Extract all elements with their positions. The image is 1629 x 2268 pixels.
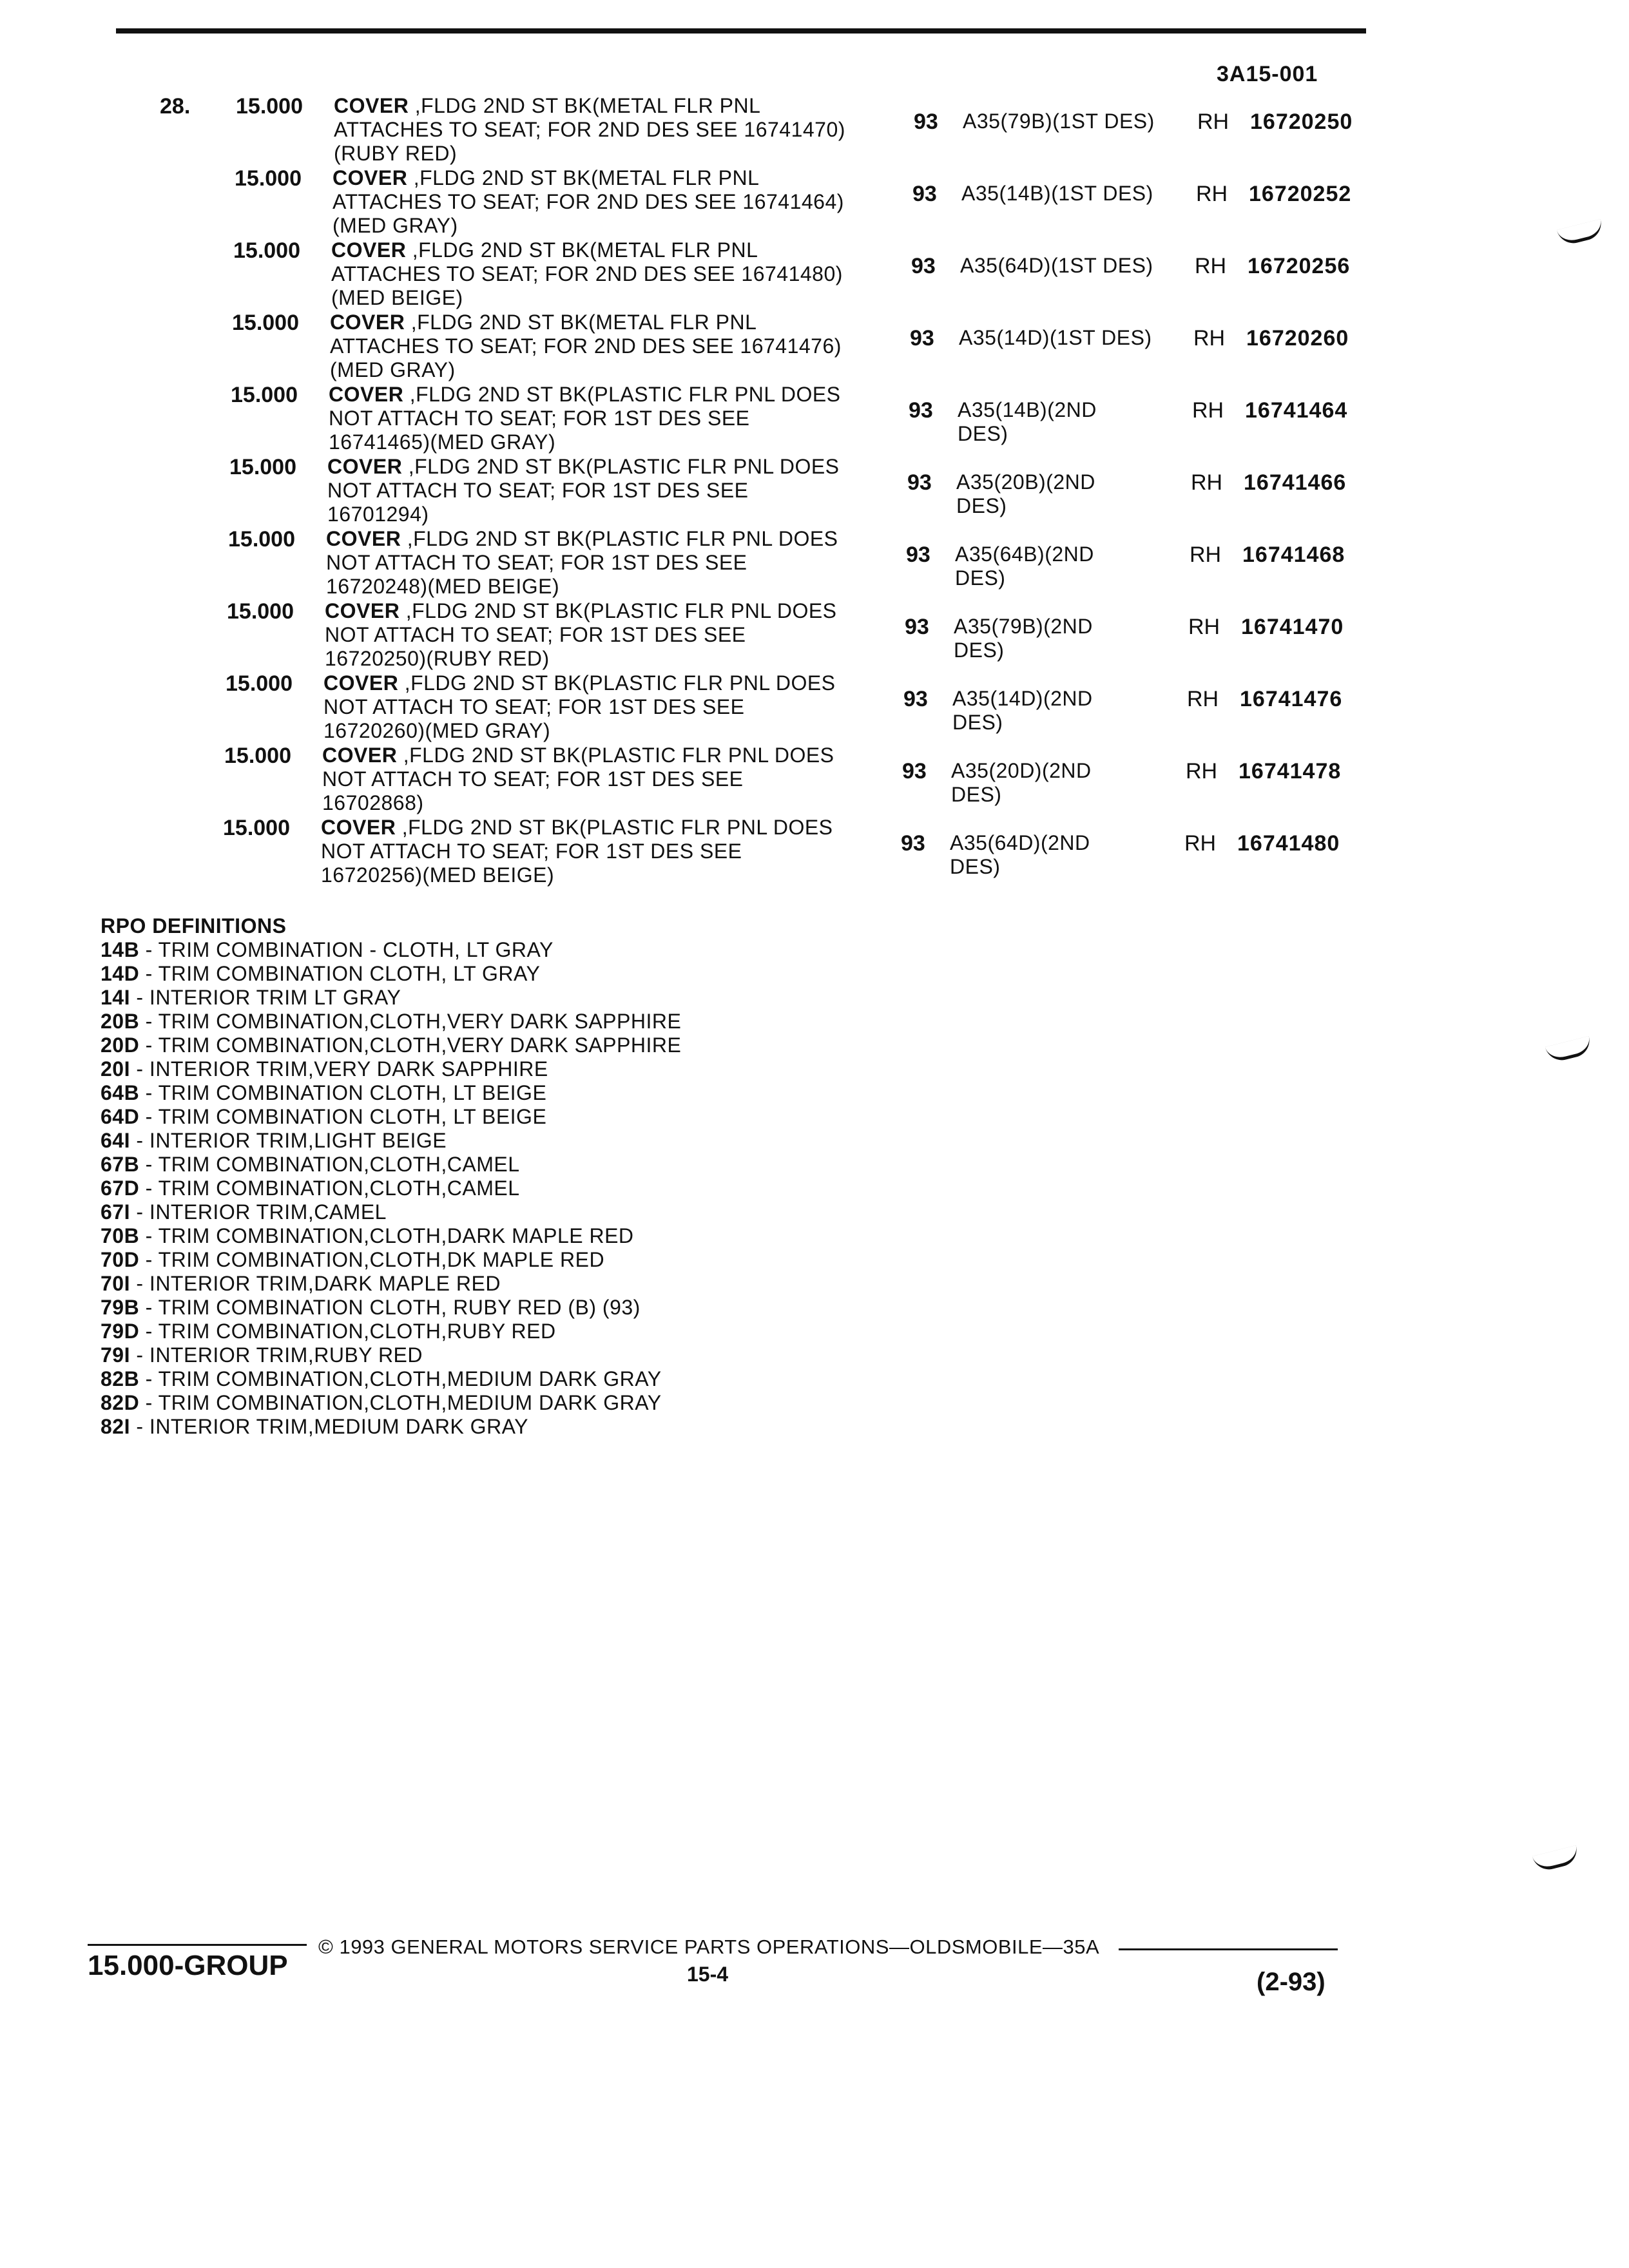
- part-description-text: ,FLDG 2ND ST BK(PLASTIC FLR PNL DOES NOT ATTACH TO SEAT; FOR 1ST DES SEE 16720260)(MED GRAY): [323, 671, 836, 742]
- rpo-item: [101, 1272, 681, 1296]
- part-number: 16720250: [1250, 110, 1353, 134]
- part-description-text: ,FLDG 2ND ST BK(PLASTIC FLR PNL DOES NOT ATTACH TO SEAT; FOR 1ST DES SEE 16741465)(MED GRAY): [329, 383, 841, 454]
- group-number: 15.000: [231, 383, 298, 407]
- part-description: [331, 238, 847, 310]
- part-description-text: ,FLDG 2ND ST BK(PLASTIC FLR PNL DOES NOT ATTACH TO SEAT; FOR 1ST DES SEE 16720248)(MED BEIGE): [326, 527, 838, 598]
- part-name: COVER: [322, 744, 398, 767]
- rpo-item: [101, 1177, 681, 1200]
- rpo-text: - TRIM COMBINATION,CLOTH,MEDIUM DARK GRAY: [139, 1391, 662, 1414]
- parts-list: [0, 94, 1629, 888]
- rpo-item: [101, 962, 681, 986]
- rpo-definitions: [101, 914, 681, 1439]
- part-name: COVER: [330, 311, 405, 334]
- group-number: 15.000: [228, 527, 295, 552]
- tick-mark: [1545, 1036, 1593, 1064]
- model-year: 93: [905, 615, 929, 639]
- parts-entry: [0, 455, 1629, 527]
- rpo-text: - INTERIOR TRIM,RUBY RED: [130, 1343, 423, 1367]
- rpo-code: 79D: [101, 1320, 140, 1343]
- rpo-text: - INTERIOR TRIM,CAMEL: [130, 1200, 387, 1224]
- model-code: A35(14B)(2ND DES): [958, 398, 1097, 445]
- rpo-text: - TRIM COMBINATION,CLOTH,CAMEL: [139, 1153, 520, 1176]
- part-description: [329, 383, 844, 454]
- part-number: 16720256: [1248, 254, 1351, 278]
- part-description-text: ,FLDG 2ND ST BK(METAL FLR PNL ATTACHES TO SEAT; FOR 2ND DES SEE 16741470)(RUBY RED): [334, 94, 845, 165]
- rpo-code: 14I: [101, 986, 130, 1009]
- parts-entry: [0, 238, 1629, 311]
- model-code: A35(79B)(1ST DES): [963, 110, 1155, 133]
- copyright-notice: © 1993 GENERAL MOTORS SERVICE PARTS OPERATIONS—OLDSMOBILE—35A: [318, 1936, 1100, 1958]
- rpo-code: 67B: [101, 1153, 140, 1176]
- parts-entry: [0, 94, 1629, 166]
- rpo-item: [101, 986, 681, 1010]
- group-number: 15.000: [233, 238, 300, 263]
- rpo-code: 67D: [101, 1177, 140, 1200]
- rpo-text: - TRIM COMBINATION,CLOTH,MEDIUM DARK GRAY: [139, 1367, 662, 1390]
- model-year: 93: [911, 254, 936, 278]
- parts-entry: [0, 816, 1629, 888]
- rpo-text: - TRIM COMBINATION CLOTH, LT BEIGE: [139, 1105, 547, 1128]
- rpo-item: [101, 1010, 681, 1033]
- group-number: 15.000: [227, 599, 294, 624]
- rpo-code: 79I: [101, 1343, 130, 1367]
- rpo-title: RPO DEFINITIONS: [101, 914, 287, 937]
- side-code: RH: [1184, 831, 1217, 856]
- side-code: RH: [1192, 398, 1224, 423]
- rpo-code: 14B: [101, 938, 140, 961]
- group-number: 15.000: [226, 671, 293, 696]
- footer-rule: [88, 1944, 307, 1946]
- parts-entry: [0, 671, 1629, 744]
- rpo-text: - TRIM COMBINATION,CLOTH,DARK MAPLE RED: [139, 1224, 634, 1247]
- rpo-item: [101, 1296, 681, 1320]
- group-number: 15.000: [223, 816, 290, 840]
- parts-entry: [0, 383, 1629, 455]
- rpo-item: [101, 938, 681, 962]
- group-number: 15.000: [224, 744, 291, 768]
- part-number: 16720252: [1249, 182, 1352, 206]
- reference-number: 28.: [160, 94, 191, 119]
- rpo-code: 64I: [101, 1129, 130, 1152]
- rpo-item: [101, 1129, 681, 1153]
- model-year: 93: [912, 182, 937, 206]
- rpo-text: - INTERIOR TRIM,VERY DARK SAPPHIRE: [130, 1057, 548, 1081]
- part-description-text: ,FLDG 2ND ST BK(PLASTIC FLR PNL DOES NOT ATTACH TO SEAT; FOR 1ST DES SEE 16702868): [322, 744, 834, 814]
- part-description: [322, 744, 838, 815]
- rpo-text: - TRIM COMBINATION,CLOTH,RUBY RED: [139, 1320, 556, 1343]
- group-number: 15.000: [236, 94, 303, 119]
- part-number: 16741470: [1241, 615, 1344, 639]
- rpo-code: 20I: [101, 1057, 130, 1081]
- part-name: COVER: [321, 816, 396, 839]
- model-code: A35(14D)(2ND DES): [952, 687, 1093, 734]
- part-number: 16741466: [1244, 470, 1347, 495]
- part-description: [321, 816, 836, 887]
- rpo-text: - INTERIOR TRIM,LIGHT BEIGE: [130, 1129, 447, 1152]
- rpo-item: [101, 1367, 681, 1391]
- rpo-text: - TRIM COMBINATION,CLOTH,CAMEL: [139, 1177, 520, 1200]
- model-year: 93: [910, 326, 934, 351]
- rpo-item: [101, 1033, 681, 1057]
- part-description: [326, 527, 842, 599]
- rpo-item: [101, 1105, 681, 1129]
- rpo-code: 79B: [101, 1296, 140, 1319]
- part-name: COVER: [327, 455, 403, 478]
- model-year: 93: [902, 759, 927, 783]
- side-code: RH: [1186, 759, 1218, 783]
- part-description: [325, 599, 840, 671]
- side-code: RH: [1191, 470, 1223, 495]
- part-number: 16720260: [1246, 326, 1349, 351]
- rpo-item: [101, 1153, 681, 1177]
- rpo-code: 82D: [101, 1391, 140, 1414]
- model-code: A35(14D)(1ST DES): [959, 326, 1152, 349]
- rpo-item: [101, 1224, 681, 1248]
- parts-entry: [0, 527, 1629, 599]
- rpo-text: - TRIM COMBINATION,CLOTH,VERY DARK SAPPHIRE: [139, 1033, 682, 1057]
- group-label: 15.000-GROUP: [88, 1950, 288, 1981]
- parts-entry: [0, 166, 1629, 238]
- model-year: 93: [909, 398, 933, 423]
- part-number: 16741476: [1240, 687, 1343, 711]
- parts-entry: [0, 744, 1629, 816]
- rpo-text: - TRIM COMBINATION CLOTH, LT BEIGE: [139, 1081, 547, 1104]
- model-year: 93: [914, 110, 938, 134]
- rpo-code: 67I: [101, 1200, 130, 1224]
- revision-date: (2-93): [1257, 1968, 1325, 1996]
- part-description-text: ,FLDG 2ND ST BK(METAL FLR PNL ATTACHES TO SEAT; FOR 2ND DES SEE 16741464)(MED GRAY): [333, 166, 844, 237]
- side-code: RH: [1197, 110, 1229, 134]
- part-number: 16741464: [1245, 398, 1348, 423]
- part-description: [323, 671, 839, 743]
- rpo-item: [101, 1248, 681, 1272]
- rpo-text: - TRIM COMBINATION CLOTH, LT GRAY: [139, 962, 541, 985]
- part-name: COVER: [333, 166, 408, 189]
- rpo-code: 82B: [101, 1367, 140, 1390]
- tick-mark: [1532, 1845, 1580, 1873]
- part-name: COVER: [329, 383, 404, 406]
- rpo-code: 70I: [101, 1272, 130, 1295]
- rpo-item: [101, 1320, 681, 1343]
- footer-rule: [1119, 1948, 1338, 1950]
- side-code: RH: [1188, 615, 1220, 639]
- part-name: COVER: [326, 527, 401, 550]
- part-description-text: ,FLDG 2ND ST BK(PLASTIC FLR PNL DOES NOT ATTACH TO SEAT; FOR 1ST DES SEE 16720250)(RUBY RED): [325, 599, 837, 670]
- rpo-code: 14D: [101, 962, 140, 985]
- rpo-text: - TRIM COMBINATION CLOTH, RUBY RED (B) (93): [139, 1296, 641, 1319]
- part-number: 16741468: [1242, 543, 1345, 567]
- rpo-code: 70B: [101, 1224, 140, 1247]
- rpo-item: [101, 1391, 681, 1415]
- rpo-code: 64D: [101, 1105, 140, 1128]
- rpo-item: [101, 1200, 681, 1224]
- model-year: 93: [907, 470, 932, 495]
- rpo-item: [101, 1057, 681, 1081]
- model-year: 93: [901, 831, 925, 856]
- part-number: 16741478: [1239, 759, 1342, 783]
- rpo-text: - INTERIOR TRIM LT GRAY: [130, 986, 401, 1009]
- part-name: COVER: [331, 238, 407, 262]
- part-description: [333, 166, 848, 238]
- side-code: RH: [1196, 182, 1228, 206]
- side-code: RH: [1190, 543, 1222, 567]
- model-code: A35(64D)(1ST DES): [960, 254, 1153, 277]
- part-description: [330, 311, 845, 382]
- model-code: A35(14B)(1ST DES): [961, 182, 1153, 205]
- group-number: 15.000: [232, 311, 299, 335]
- side-code: RH: [1195, 254, 1227, 278]
- rpo-code: 20B: [101, 1010, 140, 1033]
- rpo-item: [101, 1343, 681, 1367]
- model-code: A35(64B)(2ND DES): [955, 543, 1094, 590]
- part-name: COVER: [325, 599, 400, 622]
- group-number: 15.000: [229, 455, 296, 479]
- rpo-text: - TRIM COMBINATION - CLOTH, LT GRAY: [139, 938, 554, 961]
- rpo-text: - TRIM COMBINATION,CLOTH,VERY DARK SAPPHIRE: [139, 1010, 682, 1033]
- side-code: RH: [1187, 687, 1219, 711]
- rpo-code: 82I: [101, 1415, 130, 1438]
- rpo-text: - INTERIOR TRIM,DARK MAPLE RED: [130, 1272, 501, 1295]
- part-name: COVER: [323, 671, 399, 695]
- parts-entry: [0, 599, 1629, 671]
- top-rule: [116, 28, 1366, 34]
- model-code: A35(79B)(2ND DES): [954, 615, 1093, 662]
- model-year: 93: [903, 687, 928, 711]
- part-description-text: ,FLDG 2ND ST BK(METAL FLR PNL ATTACHES TO SEAT; FOR 2ND DES SEE 16741476)(MED GRAY): [330, 311, 842, 381]
- rpo-code: 20D: [101, 1033, 140, 1057]
- part-description-text: ,FLDG 2ND ST BK(PLASTIC FLR PNL DOES NOT ATTACH TO SEAT; FOR 1ST DES SEE 16701294): [327, 455, 840, 526]
- part-number: 16741480: [1237, 831, 1340, 856]
- part-description-text: ,FLDG 2ND ST BK(METAL FLR PNL ATTACHES TO SEAT; FOR 2ND DES SEE 16741480)(MED BEIGE): [331, 238, 843, 309]
- model-code: A35(64D)(2ND DES): [950, 831, 1090, 878]
- rpo-code: 64B: [101, 1081, 140, 1104]
- rpo-text: - TRIM COMBINATION,CLOTH,DK MAPLE RED: [139, 1248, 605, 1271]
- group-number: 15.000: [235, 166, 302, 191]
- part-name: COVER: [334, 94, 409, 117]
- rpo-item: [101, 1415, 681, 1439]
- page-number: 15-4: [687, 1963, 729, 1986]
- side-code: RH: [1193, 326, 1226, 351]
- rpo-item: [101, 1081, 681, 1105]
- model-code: A35(20D)(2ND DES): [951, 759, 1092, 806]
- model-code: A35(20B)(2ND DES): [956, 470, 1095, 517]
- part-description-text: ,FLDG 2ND ST BK(PLASTIC FLR PNL DOES NOT ATTACH TO SEAT; FOR 1ST DES SEE 16720256)(MED BEIGE): [321, 816, 833, 887]
- rpo-code: 70D: [101, 1248, 140, 1271]
- page-code: 3A15-001: [1217, 62, 1318, 86]
- part-description: [327, 455, 843, 526]
- parts-entry: [0, 311, 1629, 383]
- rpo-text: - INTERIOR TRIM,MEDIUM DARK GRAY: [130, 1415, 528, 1438]
- part-description: [334, 94, 849, 166]
- model-year: 93: [906, 543, 930, 567]
